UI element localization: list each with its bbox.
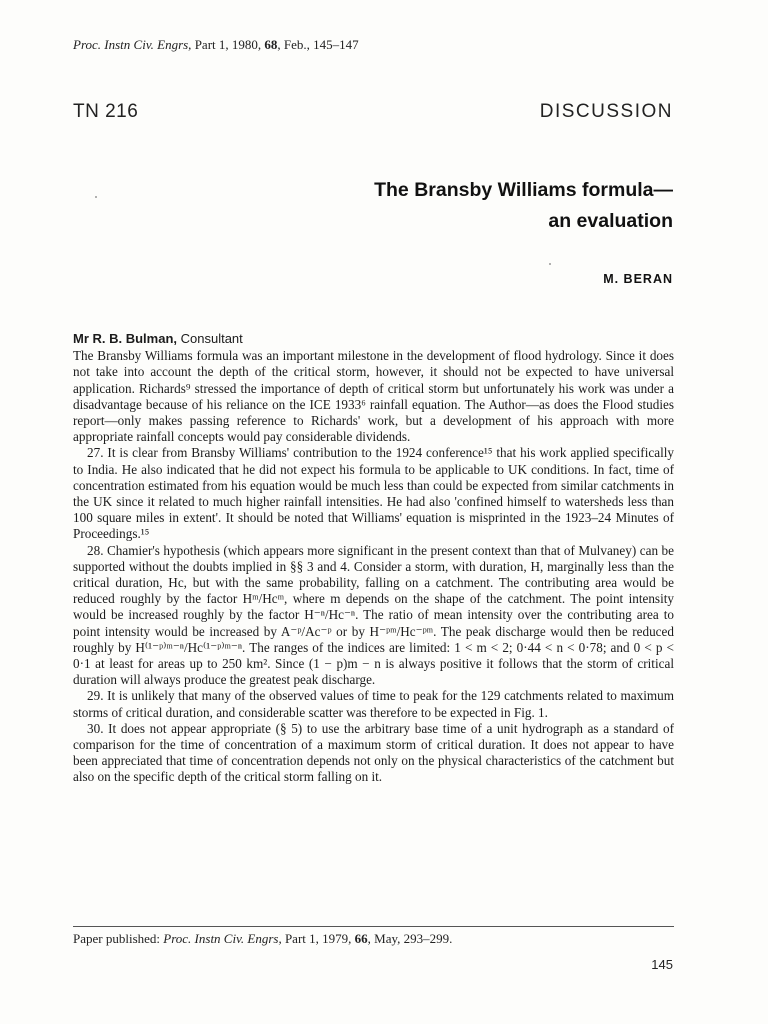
footnote-part: Part 1, 1979, <box>281 931 355 946</box>
footnote-divider <box>73 926 674 927</box>
journal-name: Proc. Instn Civ. Engrs, <box>73 37 192 52</box>
paragraph: The Bransby Williams formula was an important milestone in the development of flood hydrology. Since it does not take into account the depth of the critical storm, however, it should not be expected to have universal application. Richards⁹ stressed the importance of depth of critical storm but unfortunately his work was under a disadvantage because of his reliance on the ICE 1933⁶ rainfall equation. The Author—as does the Flood studies report—only makes passing reference to Richards' work, but a development of his approach with more appropriate rainfall concepts would pay considerable dividends. <box>73 348 674 445</box>
discussant-name: Mr R. B. Bulman, <box>73 331 178 346</box>
discussant-role: Consultant <box>177 331 243 346</box>
footnote-rest: , May, 293–299. <box>367 931 453 946</box>
article-body <box>73 331 674 786</box>
technical-note-label: TN 216 <box>73 101 139 122</box>
scan-speck <box>549 263 551 265</box>
footnote-citation <box>73 931 452 947</box>
title-line-2: an evaluation <box>548 210 673 232</box>
footnote-prefix: Paper published: <box>73 931 164 946</box>
title-line-1: The Bransby Williams formula— <box>374 179 673 201</box>
paragraph: 28. Chamier's hypothesis (which appears more significant in the present context than that of Mulvaney) can be supported without the doubts implied in §§ 3 and 4. Consider a storm, with duration, H, marginally less than the critical duration, Hc, but with the same probability, falling on a catchment. The contributing area would be reduced roughly by the factor Hᵐ/Hcᵐ, where m depends on the shape of the catchment. The point intensity would be increased roughly by the factor H⁻ⁿ/Hc⁻ⁿ. The ratio of mean intensity over the contributing area to point intensity would be increased by A⁻ᵖ/Ac⁻ᵖ or by H⁻ᵖᵐ/Hc⁻ᵖᵐ. The peak discharge would then be reduced roughly by H⁽¹⁻ᵖ⁾ᵐ⁻ⁿ/Hc⁽¹⁻ᵖ⁾ᵐ⁻ⁿ. The ranges of the indices are limited: 1 < m < 2; 0·44 < n < 0·78; and 0 < p < 0·1 at least for areas up to 250 km². Since (1 − p)m − n is always positive it follows that the storm of critical duration will always produce the greatest peak discharge. <box>73 542 674 688</box>
page-number: 145 <box>651 957 673 972</box>
scan-speck <box>95 196 97 198</box>
section-label: DISCUSSION <box>539 101 673 122</box>
footnote-journal: Proc. Instn Civ. Engrs, <box>163 931 282 946</box>
journal-part: Part 1, 1980, <box>191 37 265 52</box>
paragraph: 27. It is clear from Bransby Williams' contribution to the 1924 conference¹⁵ that his work applied specifically to India. He also indicated that he did not expect his formula to be applicable to UK conditions. In fact, time of concentration estimated from his equation would be much less than could be expected from similar catchments in the UK since it related to much higher rainfall intensities. He had also 'confined himself to watersheds less than 100 square miles in extent'. It should be noted that Williams' equation is misprinted in the 1923–24 Minutes of Proceedings.¹⁵ <box>73 445 674 542</box>
journal-citation-header <box>73 37 359 53</box>
journal-pages: , Feb., 145–147 <box>277 37 359 52</box>
footnote-volume: 66 <box>354 931 368 946</box>
paragraph: 30. It does not appear appropriate (§ 5) to use the arbitrary base time of a unit hydrograph as a standard of comparison for the time of concentration of a maximum storm of critical duration. It does not appear to have been appreciated that time of concentration depends not only on the physical characteristics of the catchment but also on the specific depth of the critical storm falling on it. <box>73 720 674 785</box>
article-author: M. BERAN <box>603 272 673 286</box>
discussant-heading <box>73 331 674 347</box>
article-title <box>253 175 673 237</box>
paragraph: 29. It is unlikely that many of the observed values of time to peak for the 129 catchments related to maximum storms of critical duration, and considerable scatter was therefore to be expected in Fig. 1. <box>73 688 674 720</box>
journal-volume: 68 <box>264 37 278 52</box>
